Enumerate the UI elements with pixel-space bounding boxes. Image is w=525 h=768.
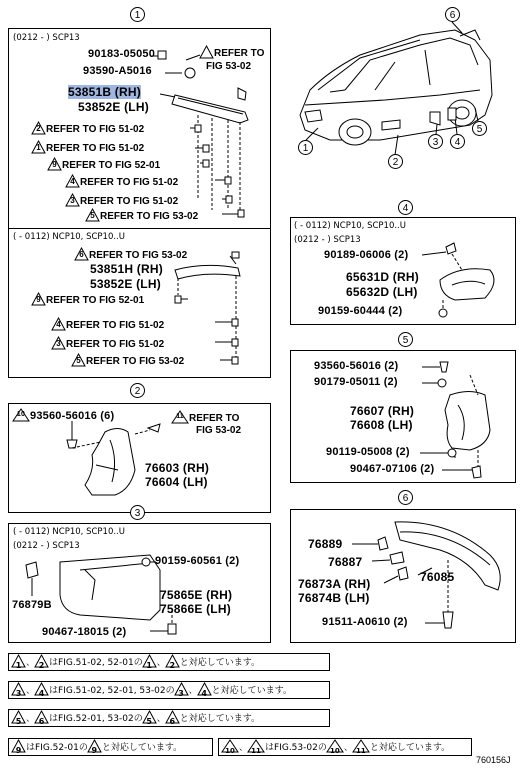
triangle-3-icon: 3 [66,194,79,206]
part-90179-05011[interactable]: 90179-05011 (2) [314,376,398,388]
triangle-6-icon: 6 [166,711,179,723]
triangle-5-icon: 5 [72,354,85,366]
car-callout-4[interactable]: 4 [450,134,465,149]
section-3-condition-a: ( - 0112) NCP10, SCP10..U [13,527,125,537]
triangle-2-icon: 2 [166,655,179,667]
car-callout-1[interactable]: 1 [298,140,313,155]
triangle-9-icon: 9 [48,158,61,170]
part-76604-lh[interactable]: 76604 (LH) [145,475,208,489]
triangle-4-icon: 4 [52,318,65,330]
triangle-2-icon: 2 [32,122,45,134]
section-3-condition-b: (0212 - ) SCP13 [13,541,80,551]
triangle-5-icon: 5 [86,209,99,221]
part-76603-rh[interactable]: 76603 (RH) [145,461,210,475]
part-76889[interactable]: 76889 [308,537,343,551]
triangle-1-icon: 1 [32,141,45,153]
part-75865e-rh[interactable]: 75865E (RH) [160,588,233,602]
car-callout-2[interactable]: 2 [388,154,403,169]
note-2: 3 、 4 はFIG.51-02, 52-01, 53-02の 3 、 4 と対応しています。 [8,681,330,699]
part-65631d-rh[interactable]: 65631D (RH) [346,270,419,284]
refer-link[interactable]: 3 REFER TO FIG 51-02 [52,337,164,350]
part-53851b-rh-highlighted[interactable]: 53851B (RH) [68,85,141,99]
section-4-number: 4 [398,200,413,215]
part-76607-rh[interactable]: 76607 (RH) [350,404,415,418]
part-90159-60561[interactable]: 90159-60561 (2) [155,555,240,567]
refer-link[interactable]: 6 REFER TO FIG 53-02 [75,248,187,261]
part-90159-60444[interactable]: 90159-60444 (2) [318,305,403,317]
part-93590-a5016[interactable]: 93590-A5016 [83,65,152,77]
part-93560-56016[interactable]: 93560-56016 (2) [314,360,399,372]
section-1-condition-b: ( - 0112) NCP10, SCP10..U [13,232,125,242]
triangle-1-icon: 1 [12,655,25,667]
car-callout-5[interactable]: 5 [472,121,487,136]
part-90183-05050[interactable]: 90183-05050 [88,48,156,60]
note-4: 9 はFIG.52-01の 9 と対応しています。 [8,738,213,756]
part-53852e-lh[interactable]: 53852E (LH) [90,277,161,291]
refer-link[interactable]: 5 REFER TO FIG 53-02 [72,354,184,367]
triangle-9-icon: 9 [12,740,25,752]
triangle-2-icon: 2 [35,655,48,667]
refer-link[interactable]: 4 REFER TO FIG 51-02 [66,175,178,188]
section-1-number: 1 [130,7,145,22]
part-76874b-lh[interactable]: 76874B (LH) [298,591,370,605]
part-93560-56016[interactable]: 10 93560-56016 (6) [13,409,114,422]
triangle-3-icon: 3 [175,683,188,695]
part-91511-a0610[interactable]: 91511-A0610 (2) [322,616,408,628]
refer-fig-53-02-label[interactable]: FIG 53-02 [196,425,242,436]
triangle-4-icon: 4 [35,683,48,695]
triangle-11-icon: 11 [353,740,369,752]
refer-link[interactable]: 9 REFER TO FIG 52-01 [32,293,144,306]
triangle-6-icon: 6 [75,248,88,260]
figure-code: 760156J [476,755,511,765]
refer-link[interactable]: 4 REFER TO FIG 51-02 [52,318,164,331]
part-53852e-lh[interactable]: 53852E (LH) [78,100,149,114]
section-5-number: 5 [398,332,413,347]
triangle-5-icon: 5 [12,711,25,723]
refer-to-label[interactable]: REFER TO [200,46,264,59]
section-4-condition-a: ( - 0112) NCP10, SCP10..U [294,221,406,231]
part-90189-06006[interactable]: 90189-06006 (2) [324,249,409,261]
part-90467-18015[interactable]: 90467-18015 (2) [42,626,127,638]
part-76879b[interactable]: 76879B [12,599,52,611]
triangle-10-icon: 10 [13,409,29,421]
triangle-3-icon: 3 [12,683,25,695]
refer-link[interactable]: 9 REFER TO FIG 52-01 [48,158,160,171]
section-1-condition-a: (0212 - ) SCP13 [13,33,80,43]
part-53851h-rh[interactable]: 53851H (RH) [90,262,163,276]
note-1: 1 、 2 はFIG.51-02, 52-01の 1 、 2 と対応しています。 [8,653,330,671]
triangle-6-icon: 6 [35,711,48,723]
part-90467-07106[interactable]: 90467-07106 (2) [350,463,435,475]
refer-link[interactable]: 3 REFER TO FIG 51-02 [66,194,178,207]
car-callout-6[interactable]: 6 [445,7,460,22]
triangle-11-icon: 11 [248,740,264,752]
triangle-1-icon: 1 [143,655,156,667]
part-65632d-lh[interactable]: 65632D (LH) [346,285,418,299]
section-6-number: 6 [398,490,413,505]
triangle-5-icon: 5 [143,711,156,723]
note-3: 5 、 6 はFIG.52-01, 53-02の 5 、 6 と対応しています。 [8,709,330,727]
refer-link[interactable]: 2 REFER TO FIG 51-02 [32,122,144,135]
section-2-number: 2 [130,383,145,398]
car-callout-3[interactable]: 3 [428,134,443,149]
part-76873a-rh[interactable]: 76873A (RH) [298,577,371,591]
refer-fig-53-02-label[interactable]: FIG 53-02 [206,61,252,72]
triangle-3-icon: 3 [52,337,65,349]
section-4-condition-b: (0212 - ) SCP13 [294,235,361,245]
triangle-10-icon: 10 [327,740,343,752]
section-3-number: 3 [130,505,145,520]
part-76085[interactable]: 76085 [420,570,455,584]
triangle-4-icon: 4 [198,683,211,695]
refer-to-label[interactable]: 11 REFER TO [172,411,239,424]
triangle-9-icon: 9 [32,293,45,305]
note-5: 10 、 11 はFIG.53-02の 10 、 11 と対応しています。 [218,738,472,756]
part-76887[interactable]: 76887 [328,555,363,569]
refer-link[interactable]: 1 REFER TO FIG 51-02 [32,141,144,154]
triangle-11-icon: 11 [172,411,188,423]
triangle-4-icon: 4 [66,175,79,187]
part-75866e-lh[interactable]: 75866E (LH) [160,602,231,616]
triangle-9-icon: 9 [88,740,101,752]
triangle-10-icon: 10 [222,740,238,752]
part-76608-lh[interactable]: 76608 (LH) [350,418,413,432]
refer-link[interactable]: 5 REFER TO FIG 53-02 [86,209,198,222]
part-90119-05008[interactable]: 90119-05008 (2) [326,446,410,458]
